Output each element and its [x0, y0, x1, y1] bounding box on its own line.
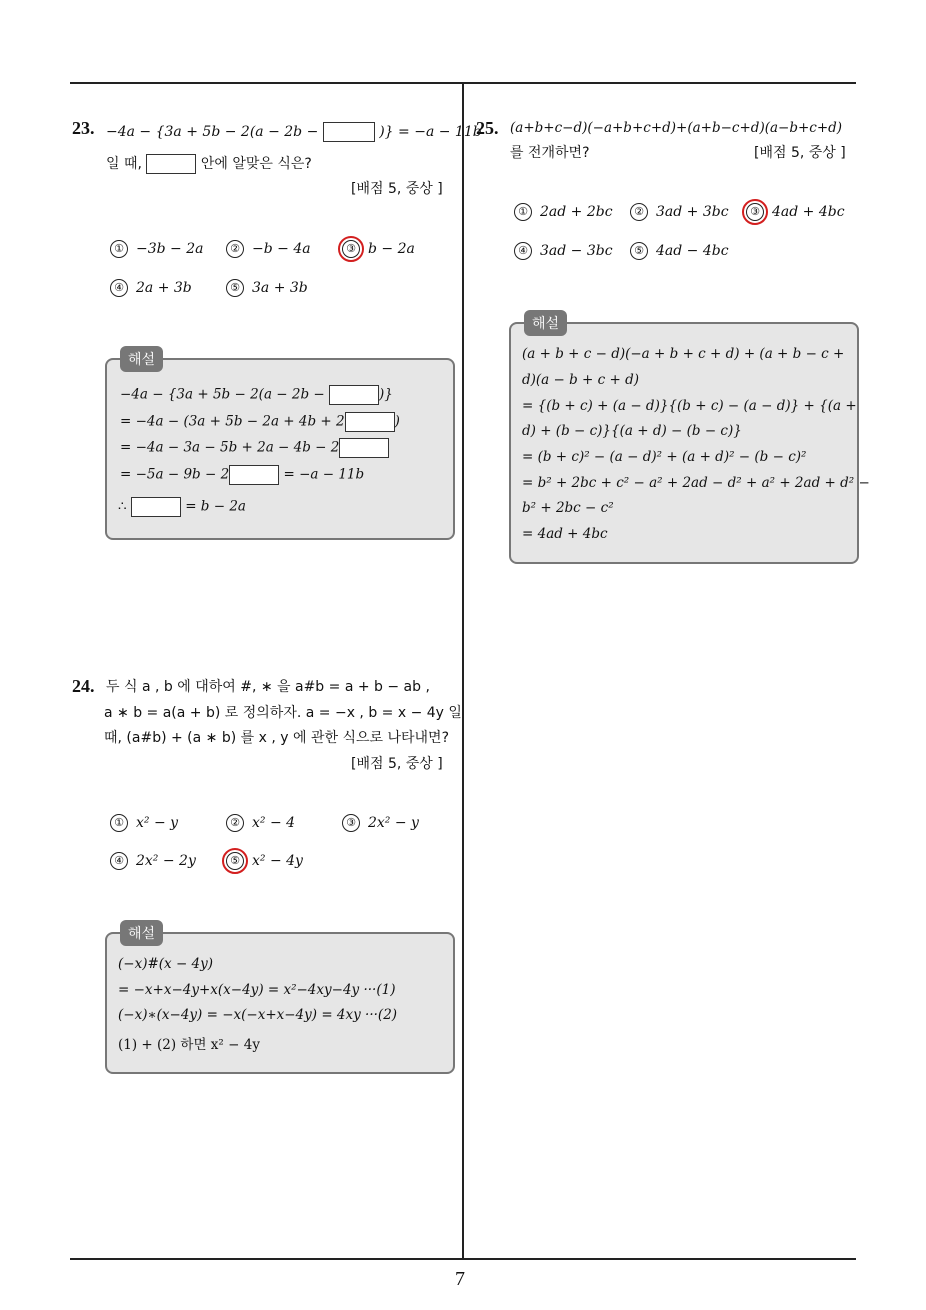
q23-choice-5[interactable]: ⑤ 3a + 3b	[226, 279, 308, 297]
q25-sol-line4: d) + (b − c)}{(a + d) − (b − c)}	[522, 423, 742, 439]
q25-choice-4[interactable]: ④ 3ad − 3bc	[514, 242, 613, 260]
q24-choice-2[interactable]: ② x² − 4	[226, 814, 295, 832]
q24-line1: 두 식 a , b 에 대하여 #, ∗ 을 a#b = a + b − ab ,	[106, 679, 430, 695]
q23-solution-label: 해설	[120, 346, 163, 372]
q24-sol-line1: (−x)#(x − 4y)	[118, 956, 214, 972]
q24-sol-line2: = −x+x−4y+x(x−4y) = x²−4xy−4y ···(1)	[118, 982, 396, 998]
q23-sol-line1: −4a − {3a + 5b − 2(a − 2b − )}	[120, 385, 393, 405]
q25-sol-line2: d)(a − b + c + d)	[522, 372, 640, 388]
q23-number: 23.	[72, 118, 95, 138]
q25-line2: 를 전개하면?	[510, 145, 590, 161]
q24-solution-label: 해설	[120, 920, 163, 946]
q24-number: 24.	[72, 676, 95, 696]
q24-choice-4[interactable]: ④ 2x² − 2y	[110, 852, 196, 870]
q23-sol-line5: ∴ = b − 2a	[118, 497, 246, 517]
q23-sol-line4: = −5a − 9b − 2 = −a − 11b	[120, 465, 364, 485]
q25-sol-line5: = (b + c)² − (a − d)² + (a + d)² − (b − c)²	[522, 449, 807, 465]
q23-expr-right: )} = −a − 11b	[379, 124, 482, 140]
q23-sol-line2: = −4a − (3a + 5b − 2a + 4b + 2 )	[120, 412, 400, 432]
q25-points: [배점 5, 중상 ]	[754, 145, 846, 161]
q23-line2-b: 안에 알맞은 식은?	[200, 156, 312, 172]
q23-sol-line3: = −4a − 3a − 5b + 2a − 4b − 2	[120, 438, 389, 458]
q25-number: 25.	[476, 118, 499, 138]
q25-sol-line6: = b² + 2bc + c² − a² + 2ad − d² + a² + 2ad + d² −	[522, 475, 870, 491]
q25-choice-2[interactable]: ② 3ad + 3bc	[630, 203, 729, 221]
q24-sol-line3: (−x)∗(x−4y) = −x(−x+x−4y) = 4xy ···(2)	[118, 1007, 398, 1023]
q23-expr-left: −4a − {3a + 5b − 2(a − 2b −	[106, 124, 319, 140]
q25-answer-mark	[742, 199, 768, 225]
q25-line1: (a+b+c−d)(−a+b+c+d)+(a+b−c+d)(a−b+c+d)	[510, 120, 843, 136]
q23-choice-3[interactable]: ③ b − 2a	[342, 240, 415, 258]
q25-sol-line1: (a + b + c − d)(−a + b + c + d) + (a + b − c +	[522, 346, 845, 362]
q23-choice-4[interactable]: ④ 2a + 3b	[110, 279, 192, 297]
page-number: 7	[455, 1268, 465, 1290]
q25-sol-line3: = {(b + c) + (a − d)}{(b + c) − (a − d)} + {(a +	[522, 398, 857, 414]
q23-expression	[106, 122, 482, 142]
q24-answer-mark	[222, 848, 248, 874]
q25-sol-line8: = 4ad + 4bc	[522, 526, 608, 542]
q23-line2	[106, 154, 312, 174]
q23-blank	[323, 122, 375, 142]
q23-blank-2	[146, 154, 196, 174]
q25-choice-3[interactable]: ③ 4ad + 4bc	[746, 203, 845, 221]
q24-points: [배점 5, 중상 ]	[351, 756, 443, 772]
q24-line3: 때, (a#b) + (a ∗ b) 를 x , y 에 관한 식으로 나타내면?	[104, 730, 450, 746]
bottom-rule	[70, 1258, 856, 1260]
q25-choice-1[interactable]: ① 2ad + 2bc	[514, 203, 613, 221]
q23-choice-1[interactable]: ① −3b − 2a	[110, 240, 203, 258]
q25-solution-label: 해설	[524, 310, 567, 336]
column-divider	[462, 83, 464, 1260]
q25-sol-line7: b² + 2bc − c²	[522, 500, 614, 516]
q23-answer-mark	[338, 236, 364, 262]
q23-choice-2[interactable]: ② −b − 4a	[226, 240, 311, 258]
q24-choice-3[interactable]: ③ 2x² − y	[342, 814, 419, 832]
q24-choice-5[interactable]: ⑤ x² − 4y	[226, 852, 303, 870]
q24-sol-line4: (1) + (2) 하면 x² − 4y	[118, 1037, 260, 1053]
q25-choice-5[interactable]: ⑤ 4ad − 4bc	[630, 242, 729, 260]
q24-line2: a ∗ b = a(a + b) 로 정의하자. a = −x , b = x − 4y 일	[104, 705, 462, 721]
q23-points: [배점 5, 중상 ]	[351, 181, 443, 197]
q23-line2-a: 일 때,	[106, 156, 142, 172]
q24-choice-1[interactable]: ① x² − y	[110, 814, 178, 832]
